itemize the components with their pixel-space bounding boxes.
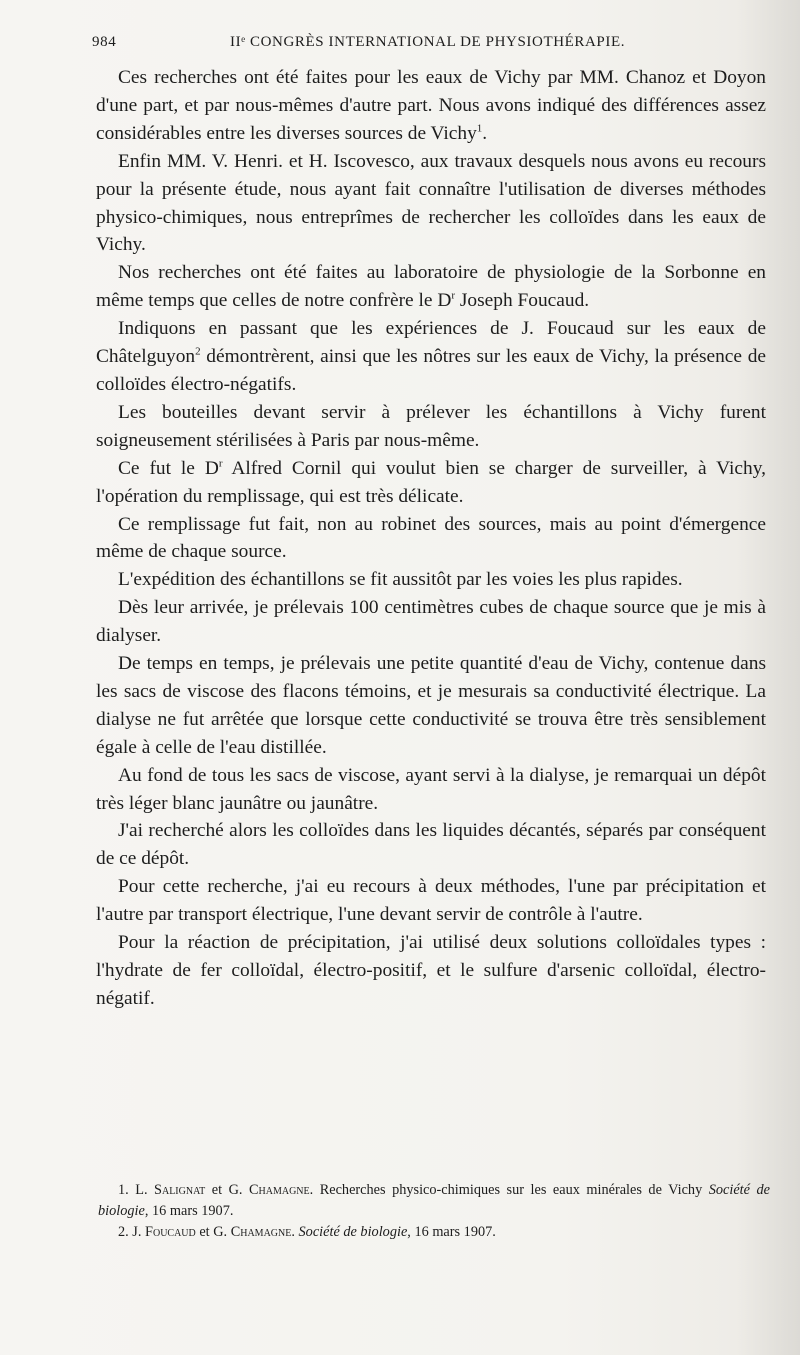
paragraph: Dès leur arrivée, je prélevais 100 centimètres cubes de chaque source que je mis à dialyser. [96,597,766,647]
page-header [92,34,762,56]
paragraph: Les bouteilles devant servir à prélever les échantillons à Vichy furent soigneusement stérilisées à Paris par nous-même. [96,401,766,451]
paragraph: De temps en temps, je prélevais une petite quantité d'eau de Vichy, contenue dans les sacs de viscose des flacons témoins, et je mesurais sa conductivité électrique. La dialyse ne fut arrêtée que lorsque cette conductivité se trouva être très sensiblement égale à celle de l'eau distillée. [96,653,766,758]
paragraph: Pour cette recherche, j'ai eu recours à deux méthodes, l'une par précipitation et l'autre par transport électrique, l'une devant servir de contrôle à l'autre. [96,876,766,926]
paragraph: Enfin MM. V. Henri. et H. Iscovesco, aux travaux desquels nous avons eu recours pour la présente étude, nous ayant fait connaître l'utilisation de diverses méthodes physico-chimiques, nous entreprîmes de rechercher les colloïdes dans les eaux de Vichy. [96,150,766,256]
footnotes [98,1180,770,1243]
paragraph: Ces recherches ont été faites pour les eaux de Vichy par MM. Chanoz et Doyon d'une part, et par nous-mêmes d'autre part. Nous avons indiqué des différences assez considérables entre les diverses sources de Vichy$^1$. [96,67,766,144]
paragraph: Ce fut le $D^r$ Alfred Cornil qui voulut bien se charger de surveiller, à Vichy, l'opération du remplissage, qui est très délicate. [96,457,766,507]
paragraph: Au fond de tous les sacs de viscose, ayant servi à la dialyse, je remarquai un dépôt très léger blanc jaunâtre ou jaunâtre. [96,764,766,814]
footnote-ref: 1 [476,122,483,135]
paragraph: Indiquons en passant que les expériences de J. Foucaud sur les eaux de Châtelguyon$^2$ démontrèrent, ainsi que les nôtres sur les eaux de Vichy, la présence de colloïdes électro-négatifs. [96,318,766,395]
paragraph: Nos recherches ont été faites au laboratoire de physiologie de la Sorbonne en même temps que celles de notre confrère le $D^r$ Joseph Foucaud. [96,262,766,312]
footnote-2: 2. J. Foucaud et G. Chamagne. Société de biologie, 16 mars 1907. [118,1224,496,1240]
paragraph: L'expédition des échantillons se fit aussitôt par les voies les plus rapides. [118,569,683,591]
footnote-ref: 2 [195,345,201,358]
main-text [96,64,766,1013]
running-title: IIᵉ CONGRÈS INTERNATIONAL DE PHYSIOTHÉRAPIE. [230,34,626,50]
paragraph: Ce remplissage fut fait, non au robinet des sources, mais au point d'émergence même de chaque source. [96,513,766,563]
page-number: 984 [92,34,117,50]
paragraph: Pour la réaction de précipitation, j'ai utilisé deux solutions colloïdales types : l'hydrate de fer colloïdal, électro-positif, et le sulfure d'arsenic colloïdal, électro-négatif. [96,932,766,1009]
footnote-1: 1. L. Salignat et G. Chamagne. Recherches physico-chimiques sur les eaux minérales de Vichy Société de biologie, 16 mars 1907. [98,1182,770,1219]
paragraph: J'ai recherché alors les colloïdes dans les liquides décantés, séparés par conséquent de ce dépôt. [96,820,766,870]
